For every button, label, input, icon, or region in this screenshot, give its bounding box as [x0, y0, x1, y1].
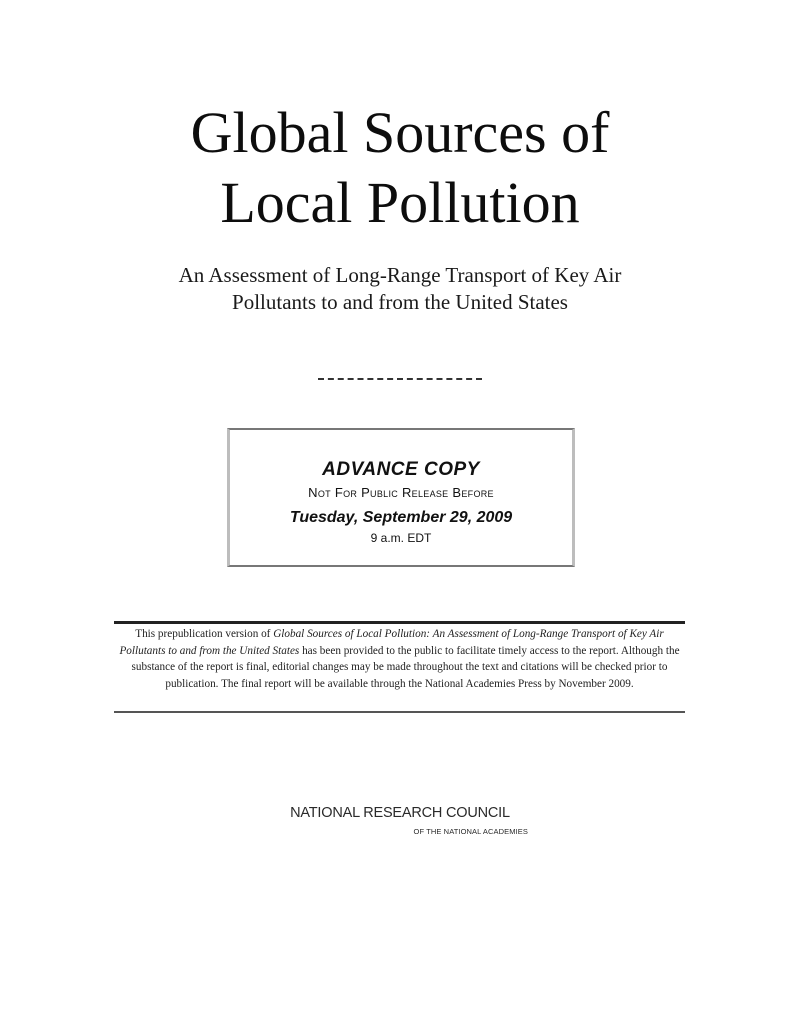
publisher-logo	[270, 804, 530, 838]
advance-copy-heading: ADVANCE COPY	[322, 459, 480, 480]
publisher-name: NATIONAL RESEARCH COUNCIL	[290, 805, 510, 821]
notice-text-start: This prepublication version of	[135, 628, 274, 640]
advance-copy-box	[227, 428, 575, 567]
prepublication-notice	[114, 626, 685, 692]
notice-report-title: Global Sources of Local Pollution: An Assessment of Long-Range Transport of Key Air Pollutants to and from the United States	[119, 628, 664, 657]
title-line-2: Local Pollution	[220, 170, 580, 235]
subtitle-line-2: Pollutants to and from the United States	[232, 290, 568, 314]
notice-text-end: has been provided to the public to facilitate timely access to the report. Although the substance of the report is final, editorial changes may be made throughout the text and citations will be checked prior to publication. The final report will be available through the National Academies Press by November 2009.	[131, 644, 680, 690]
notice-top-rule	[114, 621, 685, 624]
title-line-1: Global Sources of	[190, 100, 610, 165]
release-notice: Not For Public Release Before	[308, 485, 494, 500]
publisher-subname: OF THE NATIONAL ACADEMIES	[413, 827, 528, 836]
release-date: Tuesday, September 29, 2009	[289, 509, 513, 526]
dashed-separator	[318, 378, 482, 380]
release-time: 9 a.m. EDT	[370, 531, 432, 545]
subtitle-line-1: An Assessment of Long-Range Transport of Key Air	[178, 263, 622, 287]
notice-bottom-rule	[114, 711, 685, 713]
